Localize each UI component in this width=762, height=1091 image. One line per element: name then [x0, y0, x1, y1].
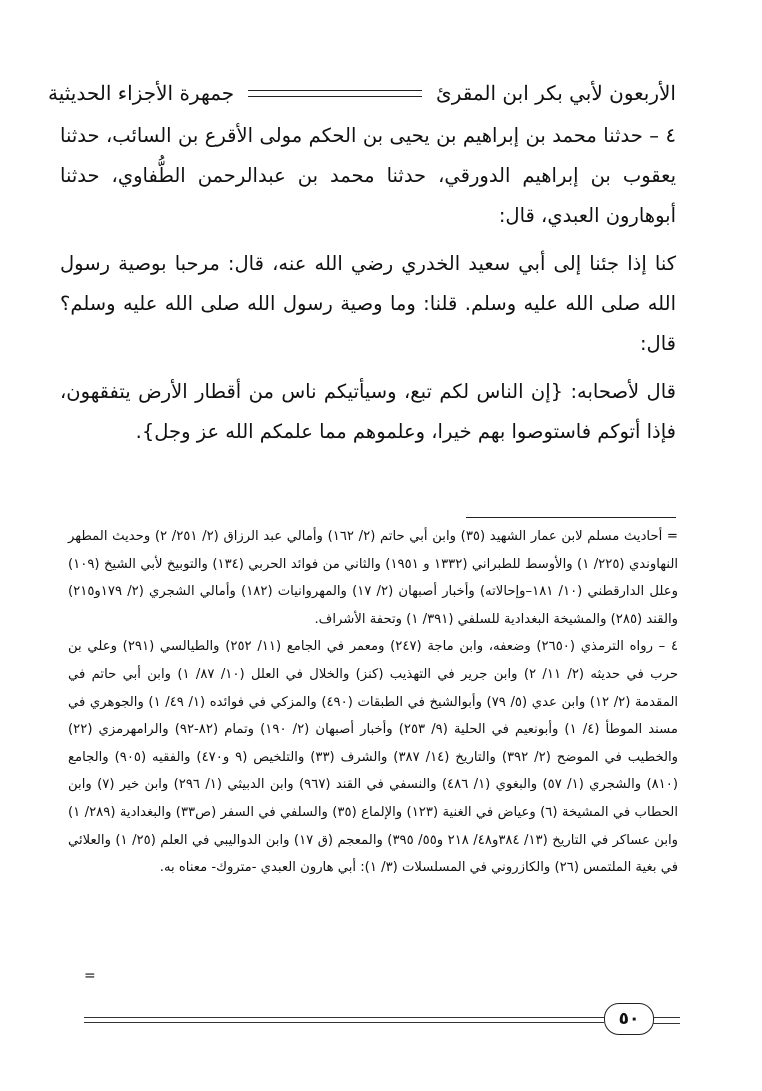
page-header [48, 78, 676, 108]
hadith-isnad: ٤ – حدثنا محمد بن إبراهيم بن يحيى بن الحكم مولى الأقرع بن السائب، حدثنا يعقوب بن إبراهيم الدورقي، حدثنا محمد بن عبدالرحمن الطُّفاوي، حدثنا أبوهارون العبدي، قال: [60, 124, 676, 227]
hadith-matn: قال لأصحابه: {إن الناس لكم تبع، وسيأتيكم ناس من أقطار الأرض يتفقهون، فإذا أتوكم فاستوصوا بهم خيرا، وعلموهم مما علمكم الله عز وجل}. [60, 380, 676, 443]
header-book-title: الأربعون لأبي بكر ابن المقرئ [436, 81, 676, 105]
footnotes [68, 523, 678, 882]
footnote-separator [466, 517, 676, 518]
page-number: ٥٠ [604, 1003, 654, 1035]
header-series-title: جمهرة الأجزاء الحديثية [48, 81, 235, 105]
footer-rule-lower [84, 1022, 604, 1023]
footnote-4: ٤ – رواه الترمذي (٢٦٥٠) وضعفه، وابن ماجة (٢٤٧) ومعمر في الجامع (١١/ ٢٥٢) والطيالسي (٢٩١) وعلي بن حرب في حديثه (٢/ ١١/ ٢) وابن جرير في التهذيب (كنز) والخلال في العلل (١٠/ ٨٧/ ١) وابن أبي حاتم في المقدمة (٢/ ١٢) وابن عدي (٥/ ٧٩) وأبوالشيخ في الطبقات (٤٩٠) والمزكي في فوائده (١/ ٤٩/ ١) والجوهري في مسند الموطأ (٤/ ١) وأبونعيم في الحلية (٩/ ٢٥٣) وأخبار أصبهان (٢/ ١٩٠) وتمام (٨٢-٩٢) والرامهرمزي (٢٢) والخطيب في الموضح (٢/ ٣٩٢) والتاريخ (١٤/ ٣٨٧) والشرف (٣٣) والتلخيص (٩ و٤٧٠) والفقيه (٩٠٥) والجامع (٨١٠) والشجري (١/ ٥٧) والبغوي (١/ ٤٨٦) والنسفي في القند (٩٦٧) وابن الدبيثي (١/ ٢٩٦) وابن خير (٧) وابن الحطاب في المشيخة (٦) وعياض في الغنية (١٢٣) والإلماع (٣٥) والسلفي في السفر (ص٣٣) والبغدادية (٢٨٩/ ١) وابن عساكر في التاريخ (١٣/ ٣٨٤و٤٨/ ٢١٨ و٥٥/ ٣٩٥) والمعجم (ق ١٧) وابن الدواليبي في العلم (٢٥/ ١) والعلائي في بغية الملتمس (٢٦) والكازروني في المسلسلات (٣/ ١): أبي هارون العبدي -متروك- معناه به. [68, 639, 679, 876]
hadith-text [60, 116, 676, 460]
hadith-matn-intro: كنا إذا جئنا إلى أبي سعيد الخدري رضي الله عنه، قال: مرحبا بوصية رسول الله صلى الله عليه وسلم. قلنا: وما وصية رسول الله صلى الله عليه وسلم؟ قال: [60, 252, 676, 355]
footer-rule-right [652, 1017, 680, 1024]
header-divider [248, 90, 422, 97]
footnote-continuation-mark: = [84, 968, 96, 984]
footnote-continued: = أحاديث مسلم لابن عمار الشهيد (٣٥) وابن أبي حاتم (٢/ ١٦٢) وأمالي عبد الرزاق (٢/ ٢٥١/ ٢) وحديث المطهر النهاوندي (٢٢٥/ ١) والأوسط للطبراني (١٣٣٢ و ١٩٥١) والثاني من فوائد الحربي (١٣٤) والتوبيخ لأبي الشيخ (١٠٩) وعلل الدارقطني (١٠/ ١٨١–وإحالاته) وأخبار أصبهان (٢/ ١٧) والمهروانيات (١٨٢) وأمالي الشجري (٢/ ١٧٩و٢١٥) والقند (٢٨٥) والمشيخة البغدادية للسلفي (٣٩١/ ١) وتحفة الأشراف. [68, 529, 679, 627]
footer-rule-upper [84, 1017, 604, 1018]
